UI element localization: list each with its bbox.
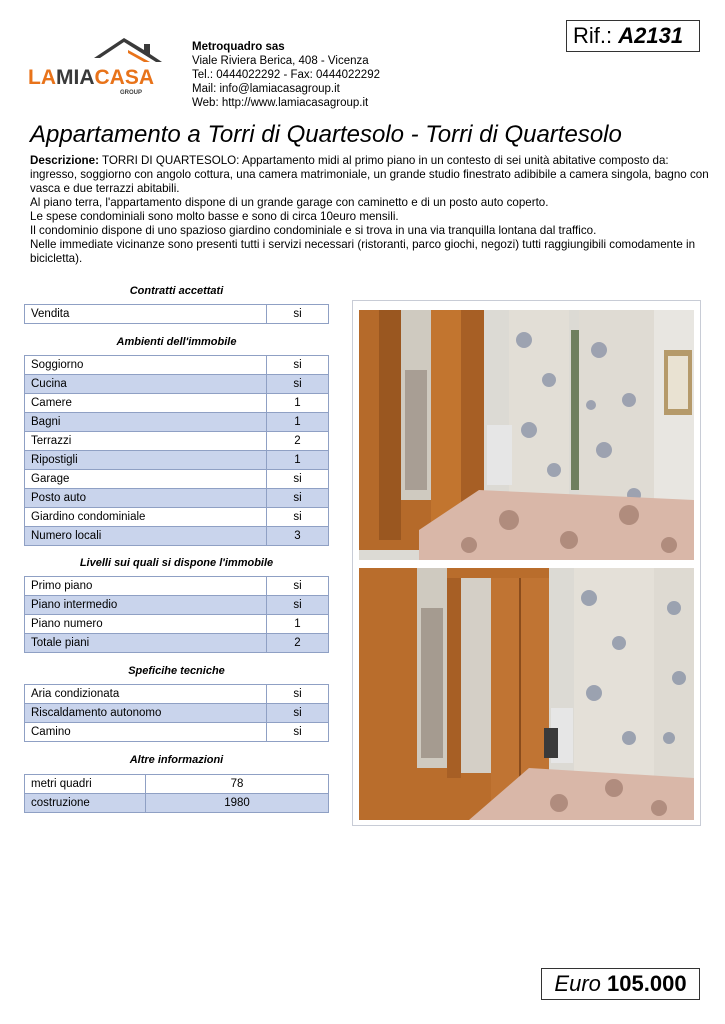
company-web: Web: http://www.lamiacasagroup.it [192,97,369,109]
description-label: Descrizione: [30,154,99,167]
row-key: Bagni [25,413,267,432]
bedroom-photo-2 [359,568,694,820]
table-row [25,685,329,704]
row-key: Giardino condominiale [25,508,267,527]
table-row [25,704,329,723]
row-value: 1 [267,413,329,432]
table-row [25,451,329,470]
svg-text:LAMIACASA: LAMIACASA [28,66,155,89]
table-livelli [24,576,329,653]
row-value: 1 [267,451,329,470]
svg-text:GROUP: GROUP [120,90,143,96]
reference-box [566,20,700,52]
table-row [25,489,329,508]
row-value: si [267,470,329,489]
description-line: Il condominio dispone di uno spazioso giardino condominiale e si trova in una via tranquilla lontana dal traffico. [30,224,597,237]
company-phone: Tel.: 0444022292 - Fax: 0444022292 [192,69,380,81]
row-key: Terrazzi [25,432,267,451]
table-row [25,356,329,375]
company-name: Metroquadro sas [192,41,285,53]
table-row [25,394,329,413]
section-title-altre: Altre informazioni [129,754,224,766]
row-value: si [267,685,329,704]
row-value: si [267,596,329,615]
row-value: 1 [267,615,329,634]
row-key: Piano intermedio [25,596,267,615]
row-key: Soggiorno [25,356,267,375]
table-altre [24,774,329,813]
price-box [541,968,700,1000]
section-title-contratti: Contratti accettati [129,285,224,297]
section-title-livelli: Livelli sui quali si dispone l'immobile [79,557,274,569]
row-key: Posto auto [25,489,267,508]
company-logo [24,24,176,104]
description-line: Le spese condominiali sono molto basse e sono di circa 10euro mensili. [30,210,399,223]
row-key: Vendita [25,305,267,324]
description [30,154,710,266]
row-value: 3 [267,527,329,546]
reference-label: Rif.: [573,23,613,48]
row-key: Ripostigli [25,451,267,470]
row-value: si [267,577,329,596]
row-key: Camere [25,394,267,413]
table-row [25,375,329,394]
row-key: Primo piano [25,577,267,596]
table-row [25,794,329,813]
description-first: TORRI DI QUARTESOLO: Appartamento midi al primo piano in un contesto di sei unità abitative composto da: ingresso, soggiorno con angolo cottura, una camera matrimoniale, un grande studio finestrato adibibile a camera singola, bagno con vasca e due terrazzi abitabili. [30,154,709,195]
company-info [192,40,380,110]
row-value: 2 [267,432,329,451]
row-key: Cucina [25,375,267,394]
table-contratti [24,304,329,324]
row-key: Totale piani [25,634,267,653]
row-value: si [267,704,329,723]
description-line: Al piano terra, l'appartamento dispone di un grande garage con caminetto e di un posto auto coperto. [30,196,549,209]
table-specifiche [24,684,329,742]
table-row [25,723,329,742]
row-value: si [267,723,329,742]
row-value: si [267,489,329,508]
table-row [25,634,329,653]
section-title-specifiche: Speficihe tecniche [128,665,225,677]
reference-code: A2131 [618,23,684,48]
table-row [25,305,329,324]
row-value: si [267,305,329,324]
section-title-ambienti: Ambienti dell'immobile [116,336,237,348]
row-key: costruzione [25,794,146,813]
table-row [25,577,329,596]
table-row [25,527,329,546]
price-amount: 105.000 [607,971,687,996]
table-row [25,413,329,432]
row-value: si [267,508,329,527]
table-ambienti [24,355,329,546]
row-value: si [267,356,329,375]
row-key: Piano numero [25,615,267,634]
table-row [25,596,329,615]
table-row [25,432,329,451]
row-key: Garage [25,470,267,489]
row-value: 2 [267,634,329,653]
page-title: Appartamento a Torri di Quartesolo - Torri di Quartesolo [30,121,622,148]
table-row [25,775,329,794]
photo-gallery [352,300,701,826]
table-row [25,508,329,527]
row-value: 1 [267,394,329,413]
row-key: metri quadri [25,775,146,794]
company-address: Viale Riviera Berica, 408 - Vicenza [192,55,369,67]
row-key: Riscaldamento autonomo [25,704,267,723]
row-value: 78 [146,775,329,794]
company-mail: Mail: info@lamiacasagroup.it [192,83,340,95]
description-line: Nelle immediate vicinanze sono presenti tutti i servizi necessari (ristoranti, parco giochi, negozi) tutti raggiungibili comodamente in bicicletta). [30,238,696,265]
table-row [25,615,329,634]
bedroom-photo-1 [359,310,694,560]
row-key: Numero locali [25,527,267,546]
row-key: Aria condizionata [25,685,267,704]
table-row [25,470,329,489]
row-key: Camino [25,723,267,742]
price-currency: Euro [554,971,601,996]
row-value: si [267,375,329,394]
row-value: 1980 [146,794,329,813]
